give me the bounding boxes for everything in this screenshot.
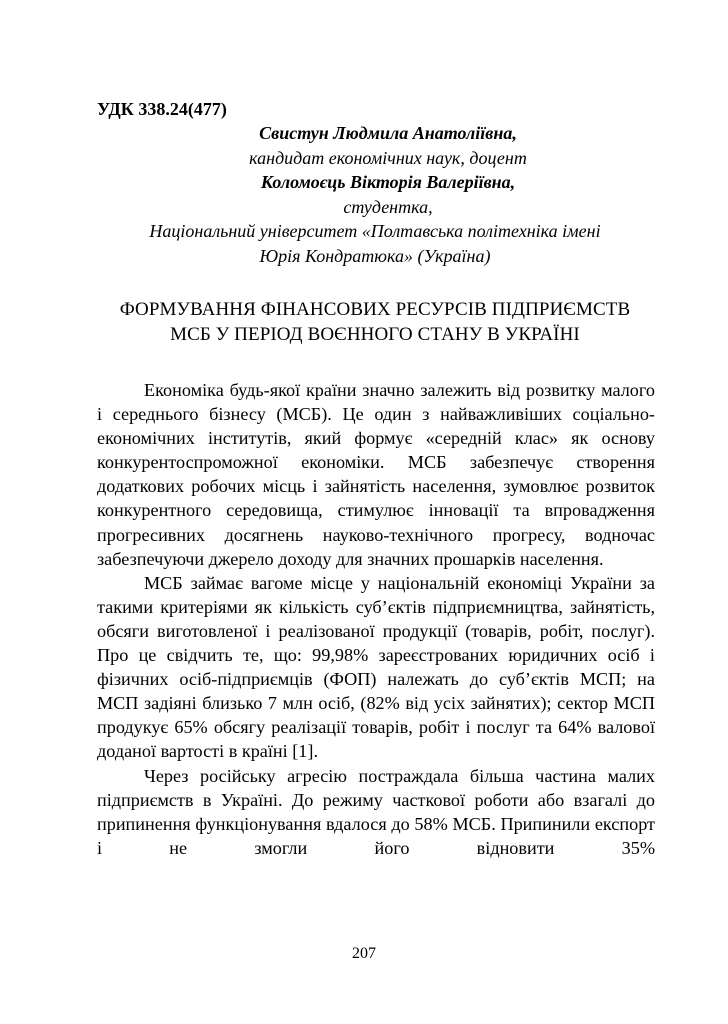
author-block (97, 121, 653, 268)
paragraph-1: Економіка будь-якої країни значно залежить від розвитку малого і середнього бізнесу (МСБ). Це один з найважливіших соціально-економічних інститутів, який формує «середній клас» як основу конкурентоспроможної економіки. МСБ забезпечує створення додаткових робочих місць і зайнятість населення, зумовлює розвиток конкурентного середовища, стимулює інновації та впровадження прогресивних досягнень науково-технічного прогресу, водночас забезпечуючи джерело доходу для значних прошарків населення. (97, 380, 655, 569)
author2-title: студентка, (343, 196, 433, 217)
author2-name: Коломоєць Вікторія Валеріївна, (260, 172, 516, 192)
page-number: 207 (352, 945, 376, 962)
paragraph-2: МСБ займає вагоме місце у національній економіці України за такими критеріями як кількість суб’єктів підприємництва, зайнятість, обсяги виготовленої і реалізованої продукції (товарів, робіт, послуг). Про це свідчить те, що: 99,98% зареєстрованих юридичних осіб і фізичних осіб-підприємців (ФОП) належать до суб’єктів МСП; на МСП задіяні близько 7 млн осіб, (82% від усіх зайнятих); сектор МСП продукує 65% обсягу реалізації товарів, робіт і послуг та 64% валової доданої вартості в країні [1]. (97, 572, 655, 762)
author1-title: кандидат економічних наук, доцент (249, 147, 527, 168)
paragraph-3: Через російську агресію постраждала більша частина малих підприємств в Україні. До режиму часткової роботи або взагалі до припинення функціонування вдалося до 58% МСБ. Припинили експорт і не змогли його відновити 35% (97, 765, 655, 858)
affiliation-line-1: Національний університет «Полтавська політехніка імені (149, 221, 601, 241)
title-line-2: МСБ У ПЕРІОД ВОЄННОГО СТАНУ В УКРАЇНІ (170, 324, 580, 345)
author1-name: Свистун Людмила Анатоліївна, (259, 123, 517, 143)
title-line-1: ФОРМУВАННЯ ФІНАНСОВИХ РЕСУРСІВ ПІДПРИЄМСТВ (119, 299, 631, 320)
article-title (97, 297, 653, 347)
affiliation-line-2: Юрія Кондратюка» (Україна) (259, 245, 491, 266)
article-body (97, 378, 655, 860)
udk-code: УДК 338.24(477) (97, 99, 227, 119)
